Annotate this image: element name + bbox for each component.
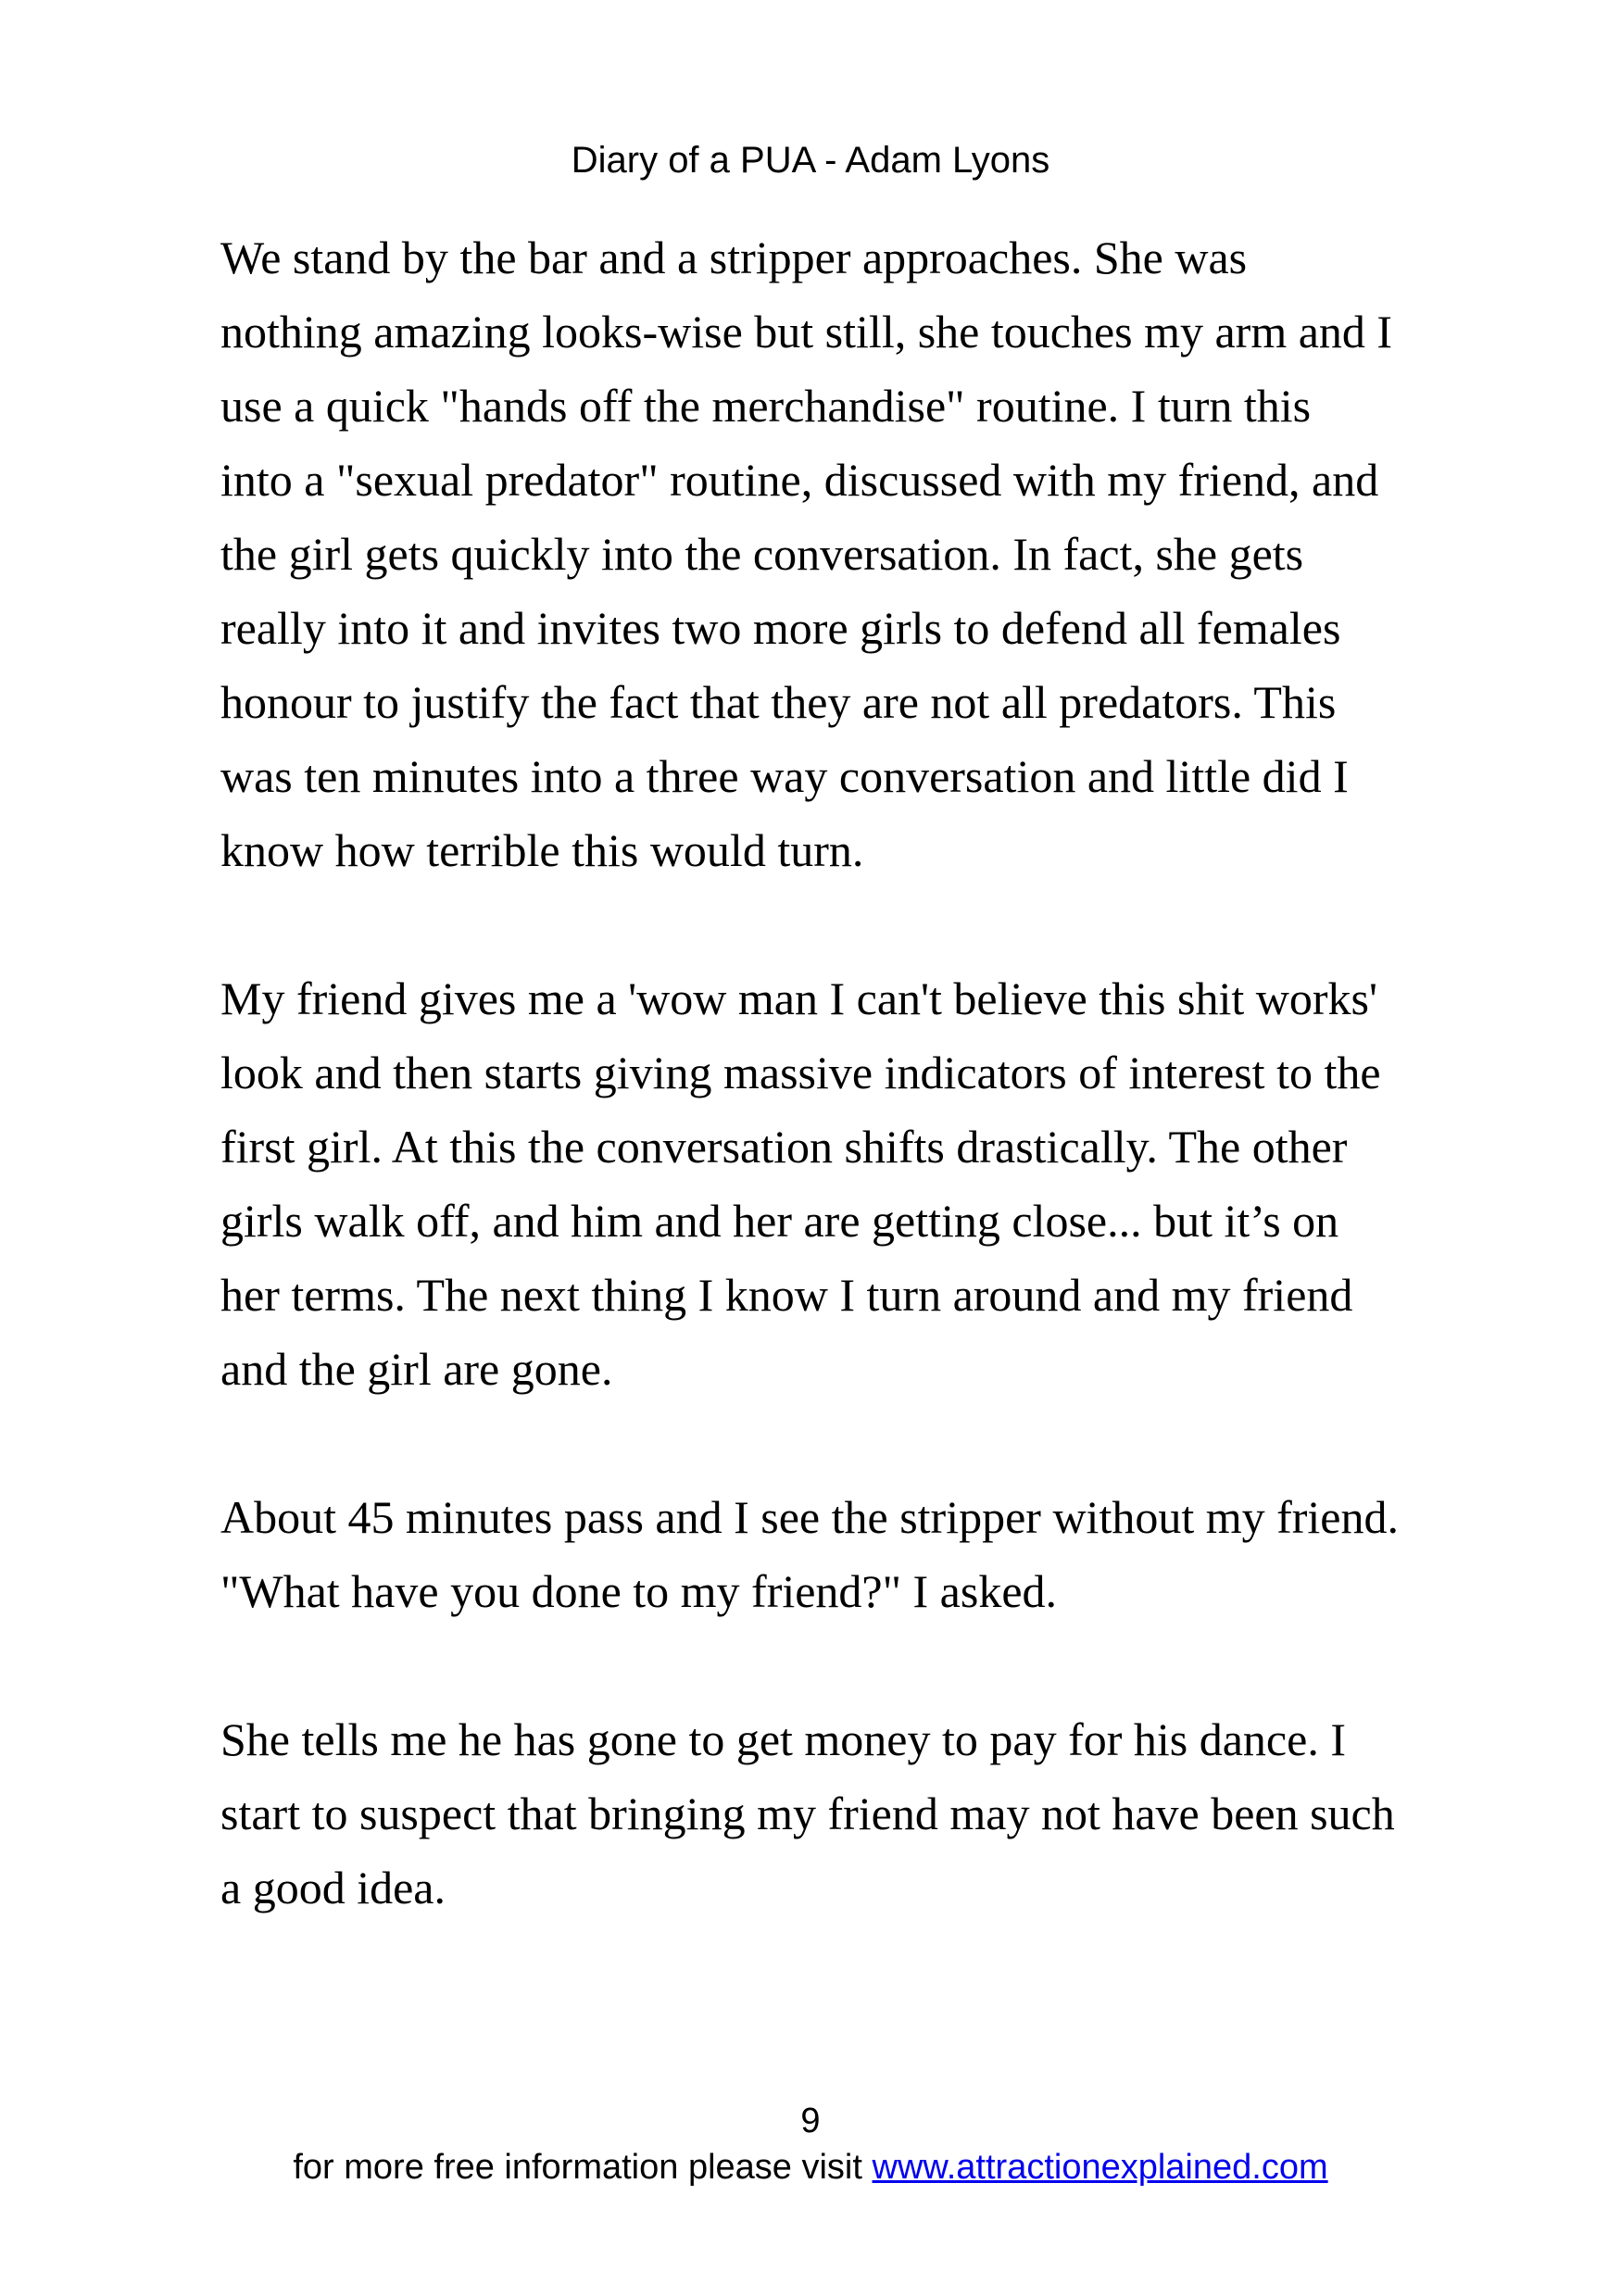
text-line: girls walk off, and him and her are getting close... but it’s on <box>220 1195 1339 1247</box>
page-footer <box>0 2144 1621 2190</box>
text-line: She tells me he has gone to get money to pay for his dance. I <box>220 1713 1346 1765</box>
paragraph-3 <box>220 1480 1415 1628</box>
text-line: was ten minutes into a three way conversation and little did I <box>220 750 1349 802</box>
paragraph-2 <box>220 961 1415 1406</box>
text-line: nothing amazing looks-wise but still, she touches my arm and I <box>220 306 1393 358</box>
text-line: and the girl are gone. <box>220 1343 613 1395</box>
footer-text: for more free information please visit <box>293 2148 873 2187</box>
text-line: her terms. The next thing I know I turn around and my friend <box>220 1269 1353 1321</box>
text-line: We stand by the bar and a stripper approaches. She was <box>220 232 1248 283</box>
text-line: start to suspect that bringing my friend may not have been such <box>220 1788 1395 1839</box>
page-header: Diary of a PUA - Adam Lyons <box>571 140 1050 181</box>
text-line: About 45 minutes pass and I see the stripper without my friend. <box>220 1491 1399 1543</box>
text-line: the girl gets quickly into the conversation. In fact, she gets <box>220 528 1304 580</box>
paragraph-1 <box>220 220 1415 887</box>
text-line: a good idea. <box>220 1862 446 1913</box>
text-line: My friend gives me a 'wow man I can't believe this shit works' <box>220 972 1377 1024</box>
body-text <box>220 220 1415 1999</box>
text-line: honour to justify the fact that they are not all predators. This <box>220 676 1337 728</box>
text-line: look and then starts giving massive indicators of interest to the <box>220 1047 1381 1098</box>
text-line: "What have you done to my friend?" I asked. <box>220 1565 1058 1617</box>
page-number: 9 <box>800 2102 821 2140</box>
text-line: really into it and invites two more girls to defend all females <box>220 602 1341 654</box>
footer-link[interactable]: www.attractionexplained.com <box>872 2148 1328 2187</box>
paragraph-4 <box>220 1702 1415 1925</box>
text-line: first girl. At this the conversation shifts drastically. The other <box>220 1121 1348 1173</box>
text-line: into a "sexual predator" routine, discussed with my friend, and <box>220 454 1379 506</box>
text-line: know how terrible this would turn. <box>220 824 864 876</box>
text-line: use a quick "hands off the merchandise" routine. I turn this <box>220 380 1312 432</box>
